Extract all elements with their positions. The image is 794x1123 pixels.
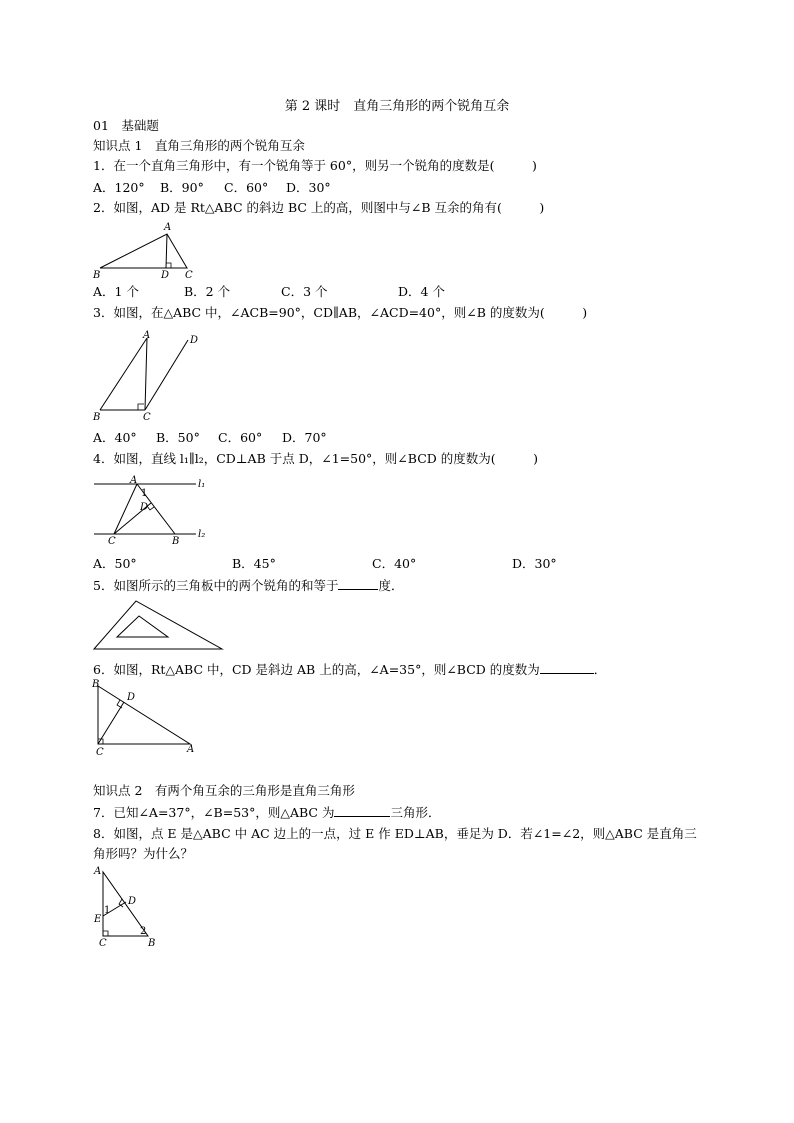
question-5 (93, 577, 403, 594)
q1-option-a: A．120° (93, 180, 145, 195)
q3-option-b: B．50° (156, 430, 200, 445)
q6-label-c: C (96, 747, 104, 758)
q2-option-d: D．4 个 (398, 284, 445, 299)
q3-label-d: D (190, 335, 199, 346)
q4-label-d: D (140, 502, 149, 513)
q2-option-b: B．2 个 (184, 284, 231, 299)
question-2: 2．如图，AD 是 Rt△ABC 的斜边 BC 上的高，则图中与∠B 互余的角有( ) (93, 200, 545, 215)
q3-figure (90, 328, 210, 428)
q3-option-c: C．60° (218, 430, 263, 445)
q1-option-d: D．30° (286, 180, 331, 195)
q4-label-l2: l₂ (198, 529, 206, 540)
q5-answer-blank (338, 577, 378, 590)
q3-label-b: B (93, 412, 101, 423)
q6-text-end: ． (593, 662, 607, 677)
q7-answer-blank (334, 804, 390, 817)
question-1: 1．在一个直角三角形中，有一个锐角等于 60°，则另一个锐角的度数是( ) (93, 158, 537, 173)
question-4: 4．如图，直线 l₁∥l₂，CD⊥AB 于点 D，∠1=50°，则∠BCD 的度数为( ) (93, 451, 539, 466)
q2-label-b: B (93, 270, 101, 281)
question-8-line-1: 8．如图，点 E 是△ABC 中 AC 边上的一点，过 E 作 ED⊥AB，垂足为 D．若∠1=∠2，则△ABC 是直角三 (93, 826, 697, 841)
q2-figure (90, 218, 200, 282)
q8-label-e: E (94, 914, 102, 925)
q2-option-a: A．1 个 (93, 284, 139, 299)
q2-label-d: D (161, 270, 170, 281)
q4-label-c: C (108, 536, 116, 547)
q6-answer-blank (540, 661, 594, 674)
q5-text-end: 度． (378, 578, 404, 593)
knowledge-point-1: 知识点 1 直角三角形的两个锐角互余 (93, 138, 305, 153)
q4-label-l1: l₁ (198, 479, 206, 490)
q2-label-a: A (164, 222, 172, 233)
q3-label-a: A (143, 330, 151, 341)
page-title: 第 2 课时 直角三角形的两个锐角互余 (284, 99, 510, 114)
q6-figure (90, 678, 200, 758)
q8-label-d: D (128, 896, 137, 907)
q8-label-angle-1: 1 (104, 905, 111, 916)
q7-text: 7．已知∠A=37°，∠B=53°，则△ABC 为 (93, 805, 335, 820)
q6-text: 6．如图，Rt△ABC 中，CD 是斜边 AB 上的高，∠A=35°，则∠BCD 的度数为 (93, 662, 540, 677)
q4-option-c: C．40° (372, 556, 417, 571)
q1-option-c: C．60° (224, 180, 269, 195)
q3-option-a: A．40° (93, 430, 137, 445)
q4-label-b: B (172, 536, 180, 547)
q8-label-angle-2: 2 (140, 926, 147, 937)
q7-text-end: 三角形． (390, 805, 441, 820)
q4-option-b: B．45° (232, 556, 276, 571)
question-3: 3．如图，在△ABC 中，∠ACB=90°，CD∥AB，∠ACD=40°，则∠B 的度数为( ) (93, 305, 588, 320)
q4-figure (90, 472, 215, 546)
q3-label-c: C (143, 412, 151, 423)
question-6 (93, 661, 606, 678)
q4-label-a: A (130, 475, 138, 486)
q8-figure (90, 864, 170, 954)
q6-label-a: A (187, 744, 195, 755)
knowledge-point-2: 知识点 2 有两个角互余的三角形是直角三角形 (93, 783, 355, 798)
section-heading: 01 基础题 (93, 118, 159, 133)
q1-option-b: B．90° (160, 180, 204, 195)
q6-label-d: D (127, 692, 136, 703)
q4-option-a: A．50° (93, 556, 137, 571)
q4-label-angle-1: 1 (141, 488, 148, 499)
q5-text: 5．如图所示的三角板中的两个锐角的和等于 (93, 578, 339, 593)
q8-label-c: C (99, 938, 107, 949)
q8-label-b: B (148, 938, 156, 949)
q2-option-c: C．3 个 (281, 284, 328, 299)
question-7 (93, 804, 440, 821)
question-8-line-2: 角形吗？为什么？ (93, 846, 194, 861)
q5-set-square-figure (90, 597, 226, 653)
q3-option-d: D．70° (282, 430, 327, 445)
q4-option-d: D．30° (512, 556, 557, 571)
q2-label-c: C (185, 270, 193, 281)
q6-label-b: B (92, 679, 100, 690)
q8-label-a: A (94, 866, 102, 877)
